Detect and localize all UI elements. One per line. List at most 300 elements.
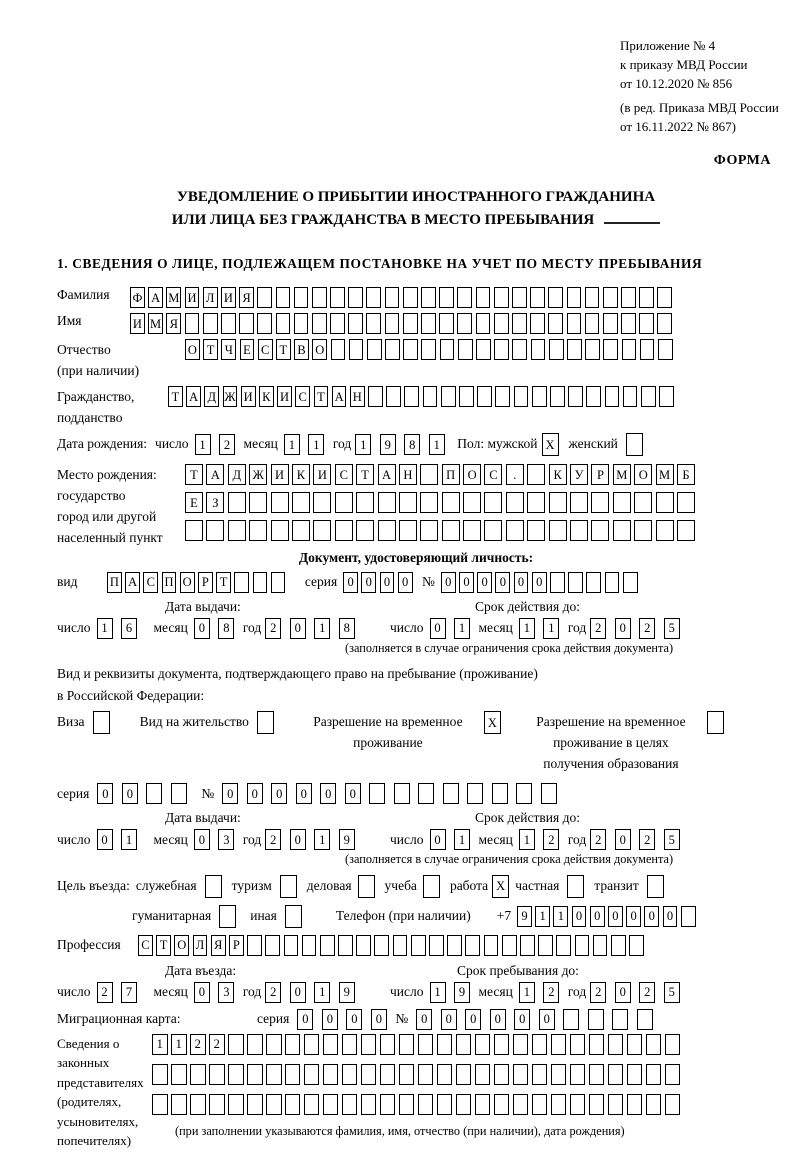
char-cell[interactable] <box>265 935 280 956</box>
char-cell[interactable] <box>575 935 590 956</box>
char-cell[interactable] <box>335 520 353 541</box>
char-cell[interactable]: Л <box>203 287 218 308</box>
char-cell[interactable]: 0 <box>222 783 238 804</box>
char-cell[interactable] <box>421 313 436 334</box>
char-cell[interactable] <box>399 1034 415 1055</box>
char-cell[interactable]: 0 <box>514 1009 530 1030</box>
char-cell[interactable]: 1 <box>284 434 300 455</box>
char-cell[interactable]: 1 <box>543 618 559 639</box>
char-cell[interactable] <box>203 313 218 334</box>
char-cell[interactable]: А <box>206 464 224 485</box>
char-cell[interactable] <box>550 572 565 593</box>
char-cell[interactable] <box>549 492 567 513</box>
char-cell[interactable]: 1 <box>121 829 137 850</box>
char-cell[interactable]: 0 <box>590 906 605 927</box>
char-cell[interactable]: 0 <box>361 572 376 593</box>
char-cell[interactable] <box>531 339 546 360</box>
char-cell[interactable]: 0 <box>430 618 446 639</box>
char-cell[interactable]: С <box>138 935 153 956</box>
char-cell[interactable] <box>271 520 289 541</box>
char-cell[interactable] <box>356 520 374 541</box>
char-cell[interactable] <box>442 492 460 513</box>
char-cell[interactable] <box>627 1094 643 1115</box>
char-cell[interactable]: 2 <box>219 434 235 455</box>
char-cell[interactable]: 1 <box>519 982 535 1003</box>
char-cell[interactable] <box>228 492 246 513</box>
char-cell[interactable] <box>190 1094 206 1115</box>
char-cell[interactable] <box>512 287 527 308</box>
char-cell[interactable] <box>622 339 637 360</box>
char-cell[interactable] <box>441 386 456 407</box>
char-cell[interactable]: Ф <box>130 287 145 308</box>
char-cell[interactable] <box>570 1034 586 1055</box>
char-cell[interactable]: И <box>221 287 236 308</box>
char-cell[interactable] <box>591 520 609 541</box>
char-cell[interactable] <box>378 492 396 513</box>
char-cell[interactable] <box>418 1034 434 1055</box>
char-cell[interactable] <box>532 386 547 407</box>
char-cell[interactable]: З <box>206 492 224 513</box>
char-cell[interactable] <box>613 520 631 541</box>
char-cell[interactable]: 0 <box>441 572 456 593</box>
char-cell[interactable] <box>608 1064 624 1085</box>
char-cell[interactable] <box>567 287 582 308</box>
char-cell[interactable]: И <box>185 287 200 308</box>
char-cell[interactable]: 0 <box>663 906 678 927</box>
char-cell[interactable] <box>420 492 438 513</box>
char-cell[interactable]: 2 <box>590 618 606 639</box>
char-cell[interactable] <box>294 287 309 308</box>
char-cell[interactable] <box>247 935 262 956</box>
char-cell[interactable] <box>399 492 417 513</box>
char-cell[interactable]: 0 <box>290 982 306 1003</box>
char-cell[interactable]: 1 <box>454 618 470 639</box>
char-cell[interactable] <box>627 1064 643 1085</box>
char-cell[interactable] <box>623 386 638 407</box>
char-cell[interactable] <box>506 492 524 513</box>
char-cell[interactable]: И <box>277 386 292 407</box>
char-cell[interactable] <box>385 339 400 360</box>
char-cell[interactable] <box>93 711 110 734</box>
char-cell[interactable]: 2 <box>190 1034 206 1055</box>
char-cell[interactable]: 0 <box>615 829 631 850</box>
char-cell[interactable] <box>585 313 600 334</box>
char-cell[interactable] <box>475 1034 491 1055</box>
char-cell[interactable]: 1 <box>314 618 330 639</box>
char-cell[interactable]: Т <box>276 339 291 360</box>
char-cell[interactable]: 0 <box>194 618 210 639</box>
char-cell[interactable]: И <box>313 464 331 485</box>
char-cell[interactable] <box>658 339 673 360</box>
char-cell[interactable]: 2 <box>590 829 606 850</box>
char-cell[interactable]: 9 <box>454 982 470 1003</box>
char-cell[interactable] <box>646 1094 662 1115</box>
char-cell[interactable] <box>458 339 473 360</box>
char-cell[interactable]: 0 <box>290 618 306 639</box>
char-cell[interactable] <box>358 875 375 898</box>
char-cell[interactable] <box>285 1034 301 1055</box>
char-cell[interactable] <box>361 1034 377 1055</box>
char-cell[interactable]: 5 <box>664 618 680 639</box>
char-cell[interactable] <box>349 339 364 360</box>
char-cell[interactable] <box>585 287 600 308</box>
char-cell[interactable] <box>656 520 674 541</box>
char-cell[interactable]: У <box>570 464 588 485</box>
char-cell[interactable]: В <box>294 339 309 360</box>
char-cell[interactable] <box>420 464 438 485</box>
char-cell[interactable]: 0 <box>532 572 547 593</box>
char-cell[interactable] <box>549 520 567 541</box>
char-cell[interactable]: 0 <box>495 572 510 593</box>
char-cell[interactable] <box>532 1034 548 1055</box>
char-cell[interactable] <box>190 1064 206 1085</box>
char-cell[interactable] <box>304 1094 320 1115</box>
char-cell[interactable]: Б <box>677 464 695 485</box>
char-cell[interactable]: Ч <box>221 339 236 360</box>
char-cell[interactable] <box>368 386 383 407</box>
char-cell[interactable] <box>476 287 491 308</box>
char-cell[interactable]: Ж <box>249 464 267 485</box>
char-cell[interactable]: С <box>335 464 353 485</box>
char-cell[interactable] <box>516 783 532 804</box>
char-cell[interactable] <box>320 935 335 956</box>
char-cell[interactable] <box>369 783 385 804</box>
char-cell[interactable] <box>570 492 588 513</box>
char-cell[interactable]: 2 <box>639 829 655 850</box>
char-cell[interactable] <box>605 386 620 407</box>
char-cell[interactable]: 1 <box>314 829 330 850</box>
char-cell[interactable] <box>374 935 389 956</box>
char-cell[interactable]: 0 <box>626 906 641 927</box>
char-cell[interactable]: 0 <box>398 572 413 593</box>
char-cell[interactable]: О <box>185 339 200 360</box>
char-cell[interactable]: 1 <box>171 1034 187 1055</box>
char-cell[interactable] <box>342 1034 358 1055</box>
char-cell[interactable]: 0 <box>615 618 631 639</box>
char-cell[interactable] <box>404 386 419 407</box>
char-cell[interactable] <box>399 1094 415 1115</box>
char-cell[interactable]: 7 <box>121 982 137 1003</box>
char-cell[interactable]: Л <box>193 935 208 956</box>
char-cell[interactable] <box>613 492 631 513</box>
char-cell[interactable] <box>665 1034 681 1055</box>
char-cell[interactable] <box>456 1094 472 1115</box>
char-cell[interactable] <box>437 1064 453 1085</box>
char-cell[interactable] <box>502 935 517 956</box>
char-cell[interactable] <box>475 1064 491 1085</box>
char-cell[interactable] <box>276 313 291 334</box>
char-cell[interactable]: 1 <box>519 829 535 850</box>
char-cell[interactable]: И <box>271 464 289 485</box>
char-cell[interactable]: С <box>295 386 310 407</box>
char-cell[interactable]: 0 <box>345 783 361 804</box>
char-cell[interactable] <box>657 313 672 334</box>
char-cell[interactable]: 1 <box>355 434 371 455</box>
char-cell[interactable] <box>639 287 654 308</box>
char-cell[interactable]: М <box>613 464 631 485</box>
char-cell[interactable]: 0 <box>416 1009 432 1030</box>
char-cell[interactable]: Я <box>166 313 181 334</box>
char-cell[interactable]: 0 <box>539 1009 555 1030</box>
char-cell[interactable] <box>271 572 286 593</box>
char-cell[interactable] <box>603 313 618 334</box>
char-cell[interactable]: С <box>143 572 158 593</box>
char-cell[interactable]: 3 <box>218 982 234 1003</box>
char-cell[interactable]: 8 <box>218 618 234 639</box>
char-cell[interactable] <box>457 313 472 334</box>
char-cell[interactable] <box>549 339 564 360</box>
char-cell[interactable]: 1 <box>195 434 211 455</box>
char-cell[interactable] <box>612 1009 628 1030</box>
char-cell[interactable]: 0 <box>608 906 623 927</box>
char-cell[interactable] <box>570 1094 586 1115</box>
char-cell[interactable] <box>589 1064 605 1085</box>
char-cell[interactable]: 1 <box>519 618 535 639</box>
char-cell[interactable] <box>209 1094 225 1115</box>
char-cell[interactable]: 8 <box>404 434 420 455</box>
char-cell[interactable]: 0 <box>477 572 492 593</box>
char-cell[interactable]: 3 <box>218 829 234 850</box>
char-cell[interactable]: 0 <box>380 572 395 593</box>
char-cell[interactable]: А <box>378 464 396 485</box>
char-cell[interactable]: А <box>186 386 201 407</box>
char-cell[interactable] <box>284 935 299 956</box>
char-cell[interactable]: 0 <box>97 829 113 850</box>
char-cell[interactable] <box>249 520 267 541</box>
char-cell[interactable] <box>530 313 545 334</box>
char-cell[interactable] <box>527 464 545 485</box>
char-cell[interactable] <box>361 1094 377 1115</box>
char-cell[interactable]: П <box>442 464 460 485</box>
char-cell[interactable] <box>463 520 481 541</box>
char-cell[interactable] <box>608 1034 624 1055</box>
char-cell[interactable]: А <box>332 386 347 407</box>
char-cell[interactable] <box>185 313 200 334</box>
char-cell[interactable]: 2 <box>265 829 281 850</box>
char-cell[interactable]: 1 <box>454 829 470 850</box>
char-cell[interactable]: 1 <box>429 434 445 455</box>
char-cell[interactable]: 2 <box>543 982 559 1003</box>
char-cell[interactable] <box>456 1034 472 1055</box>
char-cell[interactable] <box>356 492 374 513</box>
char-cell[interactable] <box>484 520 502 541</box>
char-cell[interactable] <box>257 711 274 734</box>
char-cell[interactable] <box>621 287 636 308</box>
char-cell[interactable] <box>366 313 381 334</box>
char-cell[interactable] <box>657 287 672 308</box>
char-cell[interactable]: 0 <box>290 829 306 850</box>
char-cell[interactable]: 0 <box>441 1009 457 1030</box>
char-cell[interactable]: 2 <box>590 982 606 1003</box>
char-cell[interactable] <box>367 339 382 360</box>
char-cell[interactable] <box>292 492 310 513</box>
char-cell[interactable]: 1 <box>152 1034 168 1055</box>
char-cell[interactable]: П <box>107 572 122 593</box>
char-cell[interactable] <box>550 386 565 407</box>
char-cell[interactable] <box>302 935 317 956</box>
char-cell[interactable] <box>623 572 638 593</box>
char-cell[interactable]: 0 <box>97 783 113 804</box>
char-cell[interactable]: 0 <box>247 783 263 804</box>
char-cell[interactable] <box>437 1034 453 1055</box>
char-cell[interactable] <box>385 287 400 308</box>
char-cell[interactable] <box>626 433 643 456</box>
char-cell[interactable] <box>513 1034 529 1055</box>
char-cell[interactable] <box>520 935 535 956</box>
char-cell[interactable] <box>570 520 588 541</box>
char-cell[interactable] <box>634 492 652 513</box>
char-cell[interactable] <box>456 1064 472 1085</box>
char-cell[interactable] <box>484 935 499 956</box>
char-cell[interactable] <box>681 906 696 927</box>
char-cell[interactable] <box>494 1064 510 1085</box>
char-cell[interactable] <box>418 1064 434 1085</box>
char-cell[interactable] <box>548 287 563 308</box>
char-cell[interactable] <box>568 386 583 407</box>
char-cell[interactable]: 0 <box>322 1009 338 1030</box>
char-cell[interactable] <box>465 935 480 956</box>
char-cell[interactable] <box>330 287 345 308</box>
char-cell[interactable]: 1 <box>97 618 113 639</box>
char-cell[interactable] <box>185 520 203 541</box>
char-cell[interactable] <box>621 313 636 334</box>
char-cell[interactable] <box>639 313 654 334</box>
char-cell[interactable] <box>665 1064 681 1085</box>
char-cell[interactable]: 5 <box>664 829 680 850</box>
char-cell[interactable]: С <box>258 339 273 360</box>
char-cell[interactable]: 1 <box>535 906 550 927</box>
char-cell[interactable] <box>228 520 246 541</box>
char-cell[interactable] <box>494 313 509 334</box>
char-cell[interactable] <box>637 1009 653 1030</box>
char-cell[interactable]: 2 <box>265 982 281 1003</box>
char-cell[interactable] <box>247 1094 263 1115</box>
char-cell[interactable]: Е <box>185 492 203 513</box>
char-cell[interactable]: О <box>634 464 652 485</box>
char-cell[interactable]: 0 <box>514 572 529 593</box>
char-cell[interactable] <box>393 935 408 956</box>
char-cell[interactable]: 0 <box>296 783 312 804</box>
char-cell[interactable]: 0 <box>320 783 336 804</box>
char-cell[interactable] <box>447 935 462 956</box>
char-cell[interactable] <box>647 875 664 898</box>
char-cell[interactable] <box>399 1064 415 1085</box>
char-cell[interactable] <box>247 1064 263 1085</box>
char-cell[interactable] <box>588 1009 604 1030</box>
char-cell[interactable] <box>171 1094 187 1115</box>
char-cell[interactable] <box>348 313 363 334</box>
char-cell[interactable] <box>209 1064 225 1085</box>
char-cell[interactable] <box>342 1064 358 1085</box>
char-cell[interactable] <box>538 935 553 956</box>
char-cell[interactable] <box>266 1064 282 1085</box>
char-cell[interactable] <box>342 1094 358 1115</box>
char-cell[interactable] <box>323 1094 339 1115</box>
char-cell[interactable] <box>253 572 268 593</box>
char-cell[interactable] <box>330 313 345 334</box>
char-cell[interactable] <box>568 572 583 593</box>
char-cell[interactable] <box>228 1034 244 1055</box>
char-cell[interactable]: С <box>484 464 502 485</box>
char-cell[interactable]: 2 <box>265 618 281 639</box>
char-cell[interactable] <box>646 1034 662 1055</box>
char-cell[interactable] <box>541 783 557 804</box>
char-cell[interactable] <box>585 339 600 360</box>
char-cell[interactable] <box>171 783 187 804</box>
char-cell[interactable] <box>338 935 353 956</box>
char-cell[interactable]: Я <box>239 287 254 308</box>
char-cell[interactable] <box>249 492 267 513</box>
char-cell[interactable]: 0 <box>430 829 446 850</box>
char-cell[interactable] <box>361 1064 377 1085</box>
char-cell[interactable] <box>294 313 309 334</box>
char-cell[interactable] <box>677 492 695 513</box>
char-cell[interactable] <box>228 1094 244 1115</box>
char-cell[interactable] <box>323 1064 339 1085</box>
char-cell[interactable] <box>356 935 371 956</box>
char-cell[interactable] <box>280 875 297 898</box>
char-cell[interactable]: Т <box>156 935 171 956</box>
char-cell[interactable]: 0 <box>371 1009 387 1030</box>
char-cell[interactable] <box>634 520 652 541</box>
char-cell[interactable] <box>399 520 417 541</box>
char-cell[interactable] <box>492 783 508 804</box>
char-cell[interactable] <box>551 1094 567 1115</box>
char-cell[interactable]: О <box>180 572 195 593</box>
char-cell[interactable]: 0 <box>465 1009 481 1030</box>
char-cell[interactable] <box>567 339 582 360</box>
char-cell[interactable]: X <box>492 875 509 898</box>
char-cell[interactable] <box>608 1094 624 1115</box>
char-cell[interactable] <box>257 287 272 308</box>
char-cell[interactable]: Т <box>314 386 329 407</box>
char-cell[interactable]: А <box>148 287 163 308</box>
char-cell[interactable] <box>677 520 695 541</box>
char-cell[interactable] <box>247 1034 263 1055</box>
char-cell[interactable] <box>494 339 509 360</box>
char-cell[interactable] <box>366 287 381 308</box>
char-cell[interactable] <box>418 783 434 804</box>
char-cell[interactable] <box>312 287 327 308</box>
char-cell[interactable] <box>312 313 327 334</box>
char-cell[interactable] <box>530 287 545 308</box>
char-cell[interactable] <box>513 1094 529 1115</box>
char-cell[interactable]: Т <box>203 339 218 360</box>
char-cell[interactable]: X <box>484 711 501 734</box>
char-cell[interactable] <box>513 1064 529 1085</box>
char-cell[interactable] <box>266 1094 282 1115</box>
char-cell[interactable] <box>171 1064 187 1085</box>
char-cell[interactable] <box>221 313 236 334</box>
char-cell[interactable] <box>304 1034 320 1055</box>
char-cell[interactable]: 0 <box>194 829 210 850</box>
char-cell[interactable]: 1 <box>314 982 330 1003</box>
char-cell[interactable] <box>659 386 674 407</box>
char-cell[interactable] <box>476 313 491 334</box>
char-cell[interactable] <box>146 783 162 804</box>
char-cell[interactable] <box>527 520 545 541</box>
char-cell[interactable] <box>459 386 474 407</box>
char-cell[interactable] <box>512 339 527 360</box>
char-cell[interactable]: М <box>148 313 163 334</box>
char-cell[interactable] <box>403 313 418 334</box>
char-cell[interactable]: Д <box>204 386 219 407</box>
char-cell[interactable] <box>257 313 272 334</box>
char-cell[interactable] <box>442 520 460 541</box>
char-cell[interactable]: 9 <box>339 829 355 850</box>
char-cell[interactable] <box>292 520 310 541</box>
char-cell[interactable]: X <box>542 433 559 456</box>
